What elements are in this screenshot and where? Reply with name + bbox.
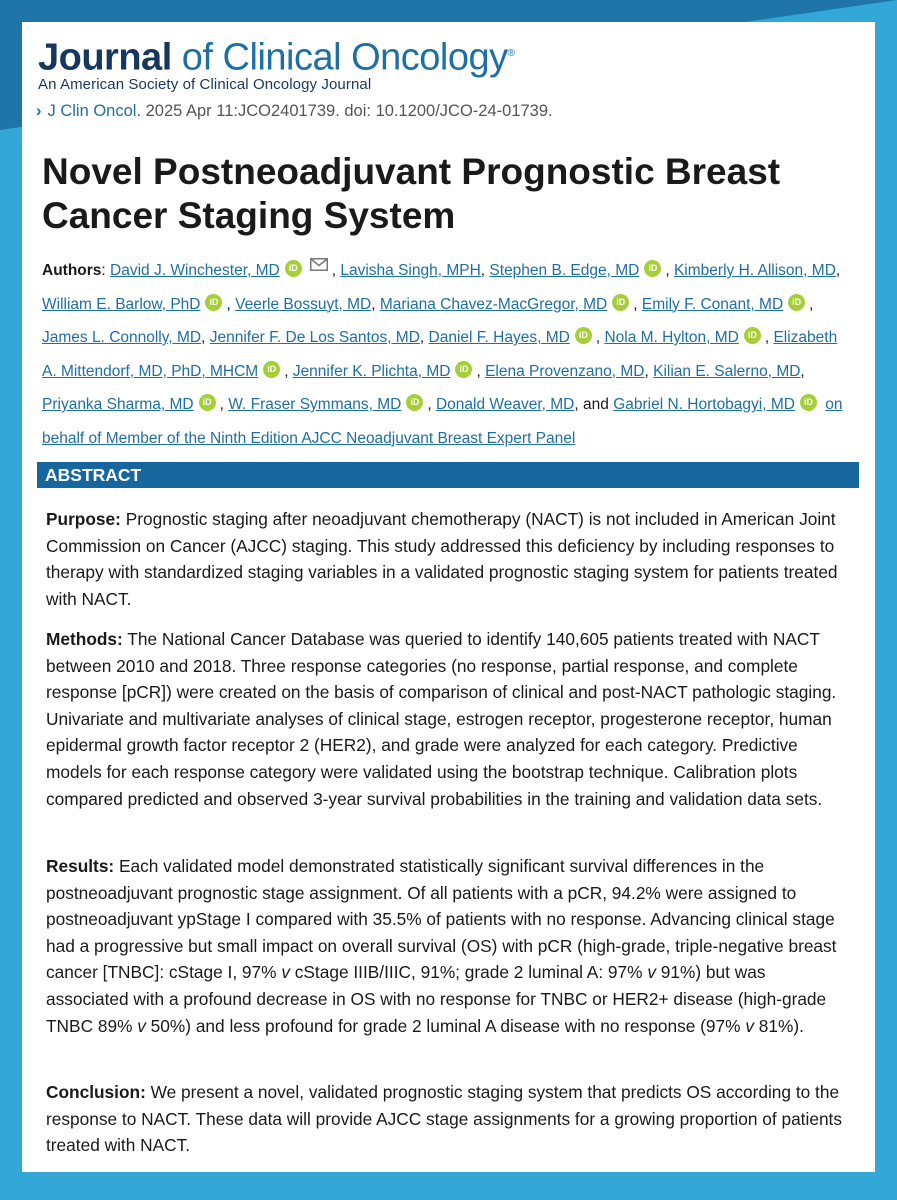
journal-logo[interactable]	[38, 32, 515, 93]
author-link[interactable]: Elena Provenzano, MD	[485, 362, 645, 380]
author-link[interactable]: Veerle Bossuyt, MD	[235, 295, 372, 313]
mail-icon[interactable]	[310, 250, 328, 284]
orcid-icon[interactable]: iD	[800, 394, 817, 411]
author-list: Authors: David J. Winchester, MD iD , Lavisha Singh, MPH, Stephen B. Edge, MD iD , Kimberly H. Allison, MD, William E. Barlow, PhD iD , Veerle Bossuyt, MD, Mariana Chavez-MacGregor, MD iD , Emily F. Conant, MD iD , James L. Connolly, MD, Jennifer F. De Los Santos, MD, Daniel F. Hayes, MD iD , Nola M. Hylton, MD iD , Elizabeth A. Mittendorf, MD, PhD, MHCM iD , Jennifer K. Plichta, MD iD , Elena Provenzano, MD, Kilian E. Salerno, MD, Priyanka Sharma, MD iD , W. Fraser Symmans, MD iD , Donald Weaver, MD, and Gabriel N. Hortobagyi, MD iD on behalf of Member of the Ninth Edition AJCC Neoadjuvant Breast Expert Panel	[42, 250, 852, 455]
author-link[interactable]: Kilian E. Salerno, MD	[653, 362, 801, 380]
author-link[interactable]: James L. Connolly, MD	[42, 329, 202, 346]
author-link[interactable]: David J. Winchester, MD	[110, 262, 280, 279]
author-link[interactable]: Jennifer K. Plichta, MD	[292, 362, 451, 380]
author-link[interactable]: Emily F. Conant, MD	[641, 295, 784, 313]
article-title: Novel Postneoadjuvant Prognostic Breast Cancer Staging System	[42, 151, 781, 236]
orcid-icon[interactable]: iD	[263, 361, 280, 378]
orcid-icon[interactable]: iD	[205, 294, 222, 311]
citation-line	[36, 102, 553, 121]
abstract-methods: Methods: The National Cancer Database was queried to identify 140,605 patients treated with NACT between 2010 and 2018. Three response categories (no response, partial response, and complete response [pCR]) were created on the basis of comparison of clinical and post-NACT pathologic staging. Univariate and multivariate analyses of clinical stage, estrogen receptor, progesterone receptor, human epidermal growth factor receptor 2 (HER2), and grade were analyzed for each category. Predictive models for each response category were validated using the bootstrap technique. Calibration plots compared predicted and observed 3-year survival probabilities in the training and validation data sets.	[46, 629, 837, 809]
citation-details: . 2025 Apr 11:JCO2401739. doi: 10.1200/JCO-24-01739.	[136, 102, 553, 120]
author-link[interactable]: Elizabeth A. Mittendorf, MD, PhD, MHCM	[42, 329, 838, 380]
orcid-icon[interactable]: iD	[612, 294, 629, 311]
abstract-purpose: Purpose: Prognostic staging after neoadjuvant chemotherapy (NACT) is not included in American Joint Commission on Cancer (AJCC) staging. This study addressed this deficiency by including responses to therapy with standardized staging variables in a validated prognostic staging system for patients treated with NACT.	[46, 509, 838, 609]
author-link[interactable]: Stephen B. Edge, MD	[489, 262, 640, 279]
chevron-right-icon: ›	[36, 102, 42, 120]
authors-label: Authors	[42, 262, 102, 279]
group-author-link[interactable]: on behalf of Member of the Ninth Edition AJCC Neoadjuvant Breast Expert Panel	[42, 396, 843, 447]
article-card	[22, 22, 875, 1172]
abstract-heading: ABSTRACT	[37, 462, 859, 488]
orcid-icon[interactable]: iD	[575, 327, 592, 344]
author-link[interactable]: Donald Weaver, MD	[435, 396, 575, 413]
abstract-conclusion: Conclusion: We present a novel, validated prognostic staging system that predicts OS according to the response to NACT. These data will provide AJCC stage assignments for a growing proportion of patients treated with NACT.	[46, 1082, 842, 1156]
orcid-icon[interactable]: iD	[455, 361, 472, 378]
author-link[interactable]: Priyanka Sharma, MD	[42, 396, 194, 413]
journal-abbrev-link[interactable]: J Clin Oncol	[47, 102, 137, 120]
author-link[interactable]: Daniel F. Hayes, MD	[428, 329, 570, 346]
author-link[interactable]: Jennifer F. De Los Santos, MD	[209, 329, 420, 346]
author-link[interactable]: W. Fraser Symmans, MD	[228, 396, 402, 413]
orcid-icon[interactable]: iD	[406, 394, 423, 411]
journal-subtitle: An American Society of Clinical Oncology Journal	[38, 75, 372, 93]
orcid-icon[interactable]: iD	[744, 327, 761, 344]
orcid-icon[interactable]: iD	[788, 294, 805, 311]
author-link[interactable]: Nola M. Hylton, MD	[604, 329, 739, 346]
author-link[interactable]: Gabriel N. Hortobagyi, MD	[613, 396, 795, 413]
author-link[interactable]: William E. Barlow, PhD	[42, 295, 201, 313]
abstract-results: Results: Each validated model demonstrated statistically significant survival differences in the postneoadjuvant prognostic stage assignment. Of all patients with a pCR, 94.2% were assigned to postneoadjuvant ypStage I compared with 35.5% of patients with no response. Advancing clinical stage had a progressive but small impact on overall survival (OS) with pCR (high-grade, triple-negative breast cancer [TNBC]: cStage I, 97% v cStage IIIB/IIIC, 91%; grade 2 luminal A: 97% v 91%) but was associated with a profound decrease in OS with no response for TNBC or HER2+ disease (high-grade TNBC 89% v 50%) and less profound for grade 2 luminal A disease with no response (97% v 81%).	[46, 856, 837, 1036]
author-link[interactable]: Kimberly H. Allison, MD	[673, 262, 836, 279]
author-link[interactable]: Mariana Chavez-MacGregor, MD	[379, 295, 608, 313]
journal-name: Journal of Clinical Oncology®	[38, 36, 515, 79]
orcid-icon[interactable]: iD	[199, 394, 216, 411]
orcid-icon[interactable]: iD	[644, 260, 661, 277]
author-link[interactable]: Lavisha Singh, MPH	[340, 262, 481, 279]
orcid-icon[interactable]: iD	[285, 260, 302, 277]
